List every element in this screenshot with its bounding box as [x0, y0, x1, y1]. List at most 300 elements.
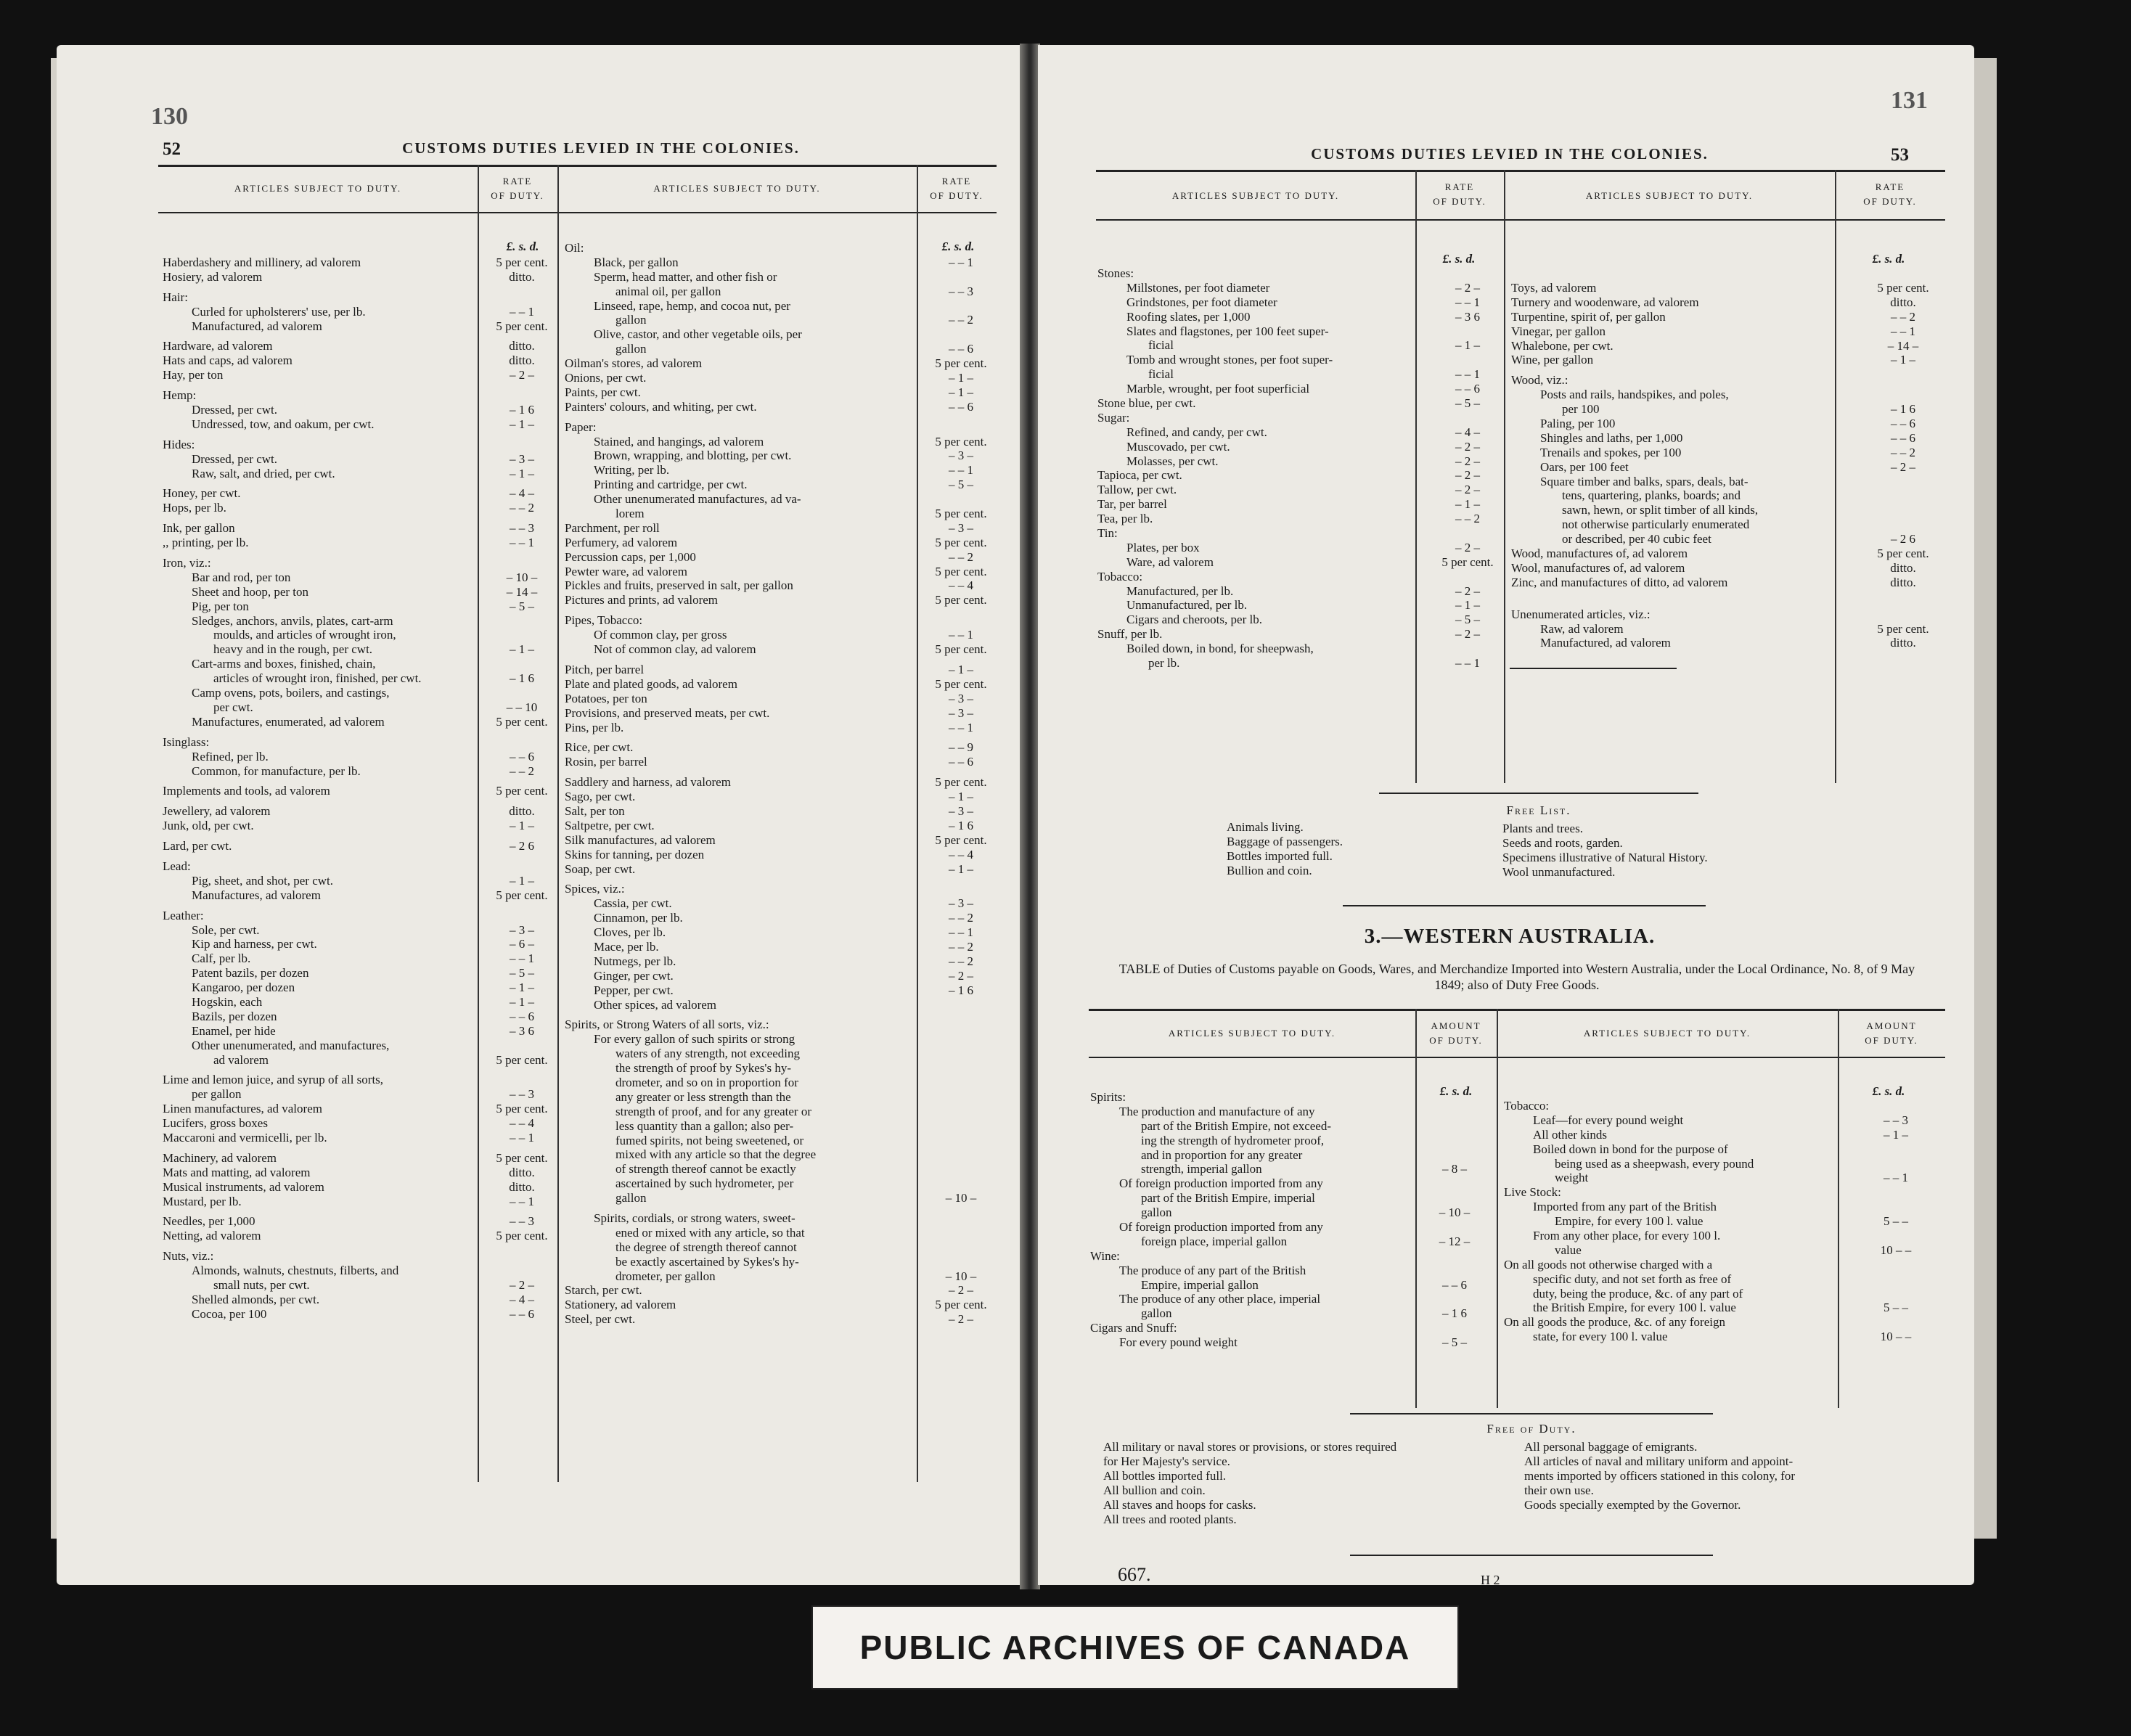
wa-divider-2 — [1497, 1009, 1498, 1408]
duty-row — [163, 521, 558, 536]
row-spacer — [1511, 590, 1939, 596]
article-text: Posts and rails, handspikes, and poles, — [1540, 388, 1729, 402]
list-line: ments imported by officers stationed in this colony, for — [1524, 1469, 1795, 1483]
duty-row — [163, 388, 558, 403]
duty-rate: – – 2 — [949, 954, 973, 968]
duty-rate: – – 1 — [1891, 324, 1915, 338]
article-text: Kangaroo, per dozen — [192, 980, 295, 995]
duty-row — [1090, 1148, 1491, 1163]
duty-row — [163, 614, 558, 629]
duty-row — [163, 467, 558, 481]
article-text: being used as a sheepwash, every pound — [1555, 1156, 1754, 1171]
article-text: Tomb and wrought stones, per foot super- — [1126, 353, 1333, 367]
duty-rate: 5 per cent. — [935, 832, 987, 847]
duty-row — [1511, 373, 1939, 388]
article-text: Spirits, or Strong Waters of all sorts, viz.: — [565, 1018, 769, 1032]
row-spacer — [1511, 367, 1939, 373]
article-text: Trenails and spokes, per 100 — [1540, 445, 1682, 459]
article-text: Onions, per cwt. — [565, 371, 647, 385]
row-spacer — [163, 853, 558, 859]
duty-row — [163, 1102, 558, 1116]
duty-rate — [925, 1240, 997, 1255]
article-text: Calf, per lb. — [192, 951, 251, 966]
duty-row — [1511, 636, 1939, 650]
duty-rate: – 3 – — [949, 449, 973, 463]
duty-rate — [925, 420, 997, 435]
article-text: Cassia, per cwt. — [594, 896, 672, 911]
duty-row — [565, 692, 997, 706]
duty-row — [1511, 310, 1939, 324]
duty-row — [1504, 1214, 1932, 1229]
article-text: Bar and rod, per ton — [192, 570, 291, 584]
duty-row — [163, 839, 558, 853]
article-text: Turpentine, spirit of, per gallon — [1511, 309, 1666, 324]
duty-rate — [925, 1032, 997, 1047]
duty-row — [565, 550, 997, 565]
duty-row — [565, 896, 997, 911]
list-line: All articles of naval and military uniform and appoint- — [1524, 1454, 1793, 1468]
duty-row — [565, 1076, 997, 1090]
duty-rate: – 2 – — [1455, 627, 1480, 642]
duty-row — [1511, 402, 1939, 417]
duty-rate: – 2 – — [1455, 584, 1480, 598]
article-text: Provisions, and preserved meats, per cwt. — [565, 705, 770, 720]
duty-rate: – 1 – — [510, 873, 534, 888]
duty-rate — [486, 614, 558, 629]
duty-row — [163, 1180, 558, 1195]
duty-row — [1097, 324, 1504, 339]
duty-rate: – 1 – — [510, 417, 534, 431]
duty-rate: – – 3 — [1883, 1113, 1908, 1127]
duty-rate — [486, 1264, 558, 1278]
duty-row — [163, 888, 558, 903]
article-text: Needles, per 1,000 — [163, 1214, 255, 1229]
article-text: Other spices, ad valorem — [594, 997, 716, 1012]
left-top-rule — [158, 165, 997, 167]
duty-rate: – 10 – — [1439, 1205, 1471, 1220]
duty-rate: – – 2 — [1891, 309, 1915, 324]
article-text: ing the strength of hydrometer proof, — [1141, 1133, 1325, 1147]
free-list-left — [1227, 820, 1459, 878]
article-text: Mustard, per lb. — [163, 1194, 242, 1208]
duty-row — [1511, 417, 1939, 431]
article-text: Saltpetre, per cwt. — [565, 818, 655, 832]
duty-rate: 5 per cent. — [935, 507, 987, 521]
duty-row — [565, 521, 997, 536]
duty-row — [163, 1010, 558, 1024]
duty-rate — [1867, 488, 1939, 503]
article-text: Pepper, per cwt. — [594, 983, 674, 997]
duty-rate — [1418, 1249, 1491, 1264]
duty-rate — [1418, 1090, 1491, 1105]
duty-rate: 5 per cent. — [1441, 554, 1494, 569]
duty-rate: – – 2 — [949, 549, 973, 564]
duty-row — [163, 556, 558, 570]
duty-row — [1504, 1229, 1932, 1243]
duty-row — [1097, 497, 1504, 512]
article-text: any greater or less strength than the — [615, 1089, 791, 1104]
duty-rate: – 2 – — [949, 1312, 973, 1327]
left-folio: 130 — [151, 103, 188, 130]
article-text: duty, being the produce, &c. of any part of — [1533, 1286, 1743, 1301]
duty-row — [1511, 431, 1939, 446]
duty-rate — [925, 327, 997, 342]
article-text: Manufactures, enumerated, ad valorem — [192, 714, 385, 729]
article-text: Plate and plated goods, ad valorem — [565, 676, 737, 691]
article-text: gallon — [615, 1191, 647, 1205]
duty-rate — [1418, 1176, 1491, 1191]
article-text: Maccaroni and vermicelli, per lb. — [163, 1130, 327, 1145]
article-text: Hemp: — [163, 388, 197, 403]
article-text: Imported from any part of the British — [1533, 1200, 1717, 1214]
row-spacer — [163, 1145, 558, 1151]
article-text: the degree of strength thereof cannot — [615, 1240, 797, 1254]
duty-rate: ditto. — [1890, 295, 1916, 309]
wa-col-head-amount-1: AMOUNT OF DUTY. — [1429, 1020, 1483, 1046]
duty-rate: 5 per cent. — [935, 434, 987, 449]
duty-rate — [1860, 1272, 1932, 1287]
article-text: Patent bazils, per dozen — [192, 966, 309, 980]
duty-rate: – 10 – — [945, 1269, 977, 1283]
left-col-head-article-1: ARTICLES SUBJECT TO DUTY. — [234, 183, 402, 194]
duty-row — [163, 1151, 558, 1166]
duty-row — [1504, 1243, 1932, 1258]
list-line: Wool unmanufactured. — [1502, 865, 1616, 879]
duty-rate: – 3 – — [510, 451, 534, 466]
article-text: From any other place, for every 100 l. — [1533, 1229, 1721, 1243]
duty-rate: – 2 – — [949, 1283, 973, 1298]
article-text: gallon — [615, 313, 647, 327]
free-list-title: Free List. — [1506, 803, 1571, 817]
article-text: Square timber and balks, spars, deals, bat- — [1540, 474, 1748, 488]
duty-row — [565, 911, 997, 925]
duty-rate: – – 1 — [1455, 656, 1480, 671]
duty-rate — [925, 1076, 997, 1090]
duty-row — [163, 951, 558, 966]
wa-col-head-article-1: ARTICLES SUBJECT TO DUTY. — [1168, 1028, 1336, 1039]
duty-row — [1097, 382, 1504, 396]
article-text: Hardware, ad valorem — [163, 339, 273, 353]
duty-row — [565, 255, 997, 270]
article-text: Salt, per ton — [565, 803, 625, 818]
duty-rate: – 10 – — [945, 1191, 977, 1205]
article-text: Black, per gallon — [594, 255, 679, 269]
article-text: Wood, manufactures of, ad valorem — [1511, 546, 1688, 561]
duty-row — [163, 700, 558, 715]
article-text: Parchment, per roll — [565, 520, 660, 535]
duty-row — [565, 882, 997, 896]
duty-rate: – 3 6 — [510, 1023, 534, 1038]
row-spacer — [565, 414, 997, 420]
row-spacer — [565, 607, 997, 613]
duty-row — [565, 356, 997, 371]
right-short-rule — [1510, 668, 1677, 669]
list-line: All trees and rooted plants. — [1103, 1512, 1237, 1526]
article-text: Tobacco: — [1097, 569, 1143, 584]
article-text: Soap, per cwt. — [565, 861, 636, 876]
duty-rate: 5 per cent. — [496, 255, 548, 269]
left-running-head: CUSTOMS DUTIES LEVIED IN THE COLONIES. — [402, 139, 800, 157]
article-text: Manufactured, ad valorem — [1540, 636, 1671, 650]
duty-row — [1504, 1330, 1932, 1344]
duty-row — [565, 1134, 997, 1148]
duty-rate: – – 1 — [510, 1130, 534, 1145]
wa-col-head-article-2: ARTICLES SUBJECT TO DUTY. — [1583, 1028, 1751, 1039]
duty-rate: – – 2 — [1455, 512, 1480, 526]
duty-row — [565, 804, 997, 819]
duty-row — [565, 1018, 997, 1032]
article-text: Potatoes, per ton — [565, 691, 647, 705]
duty-rate: – 2 – — [1455, 483, 1480, 497]
duty-rate — [1418, 1321, 1491, 1335]
left-head-rule — [158, 212, 997, 213]
book-gutter — [1020, 44, 1040, 1589]
duty-rate — [925, 1119, 997, 1134]
duty-row — [1504, 1287, 1932, 1301]
duty-row — [163, 585, 558, 599]
duty-row — [163, 1214, 558, 1229]
duty-row — [1097, 295, 1504, 310]
article-text: Hats and caps, ad valorem — [163, 353, 293, 368]
duty-row — [163, 859, 558, 874]
free-duty-rule — [1350, 1413, 1713, 1414]
article-text: of strength thereof cannot be exactly — [615, 1162, 796, 1176]
article-text: animal oil, per gallon — [615, 284, 721, 298]
row-spacer — [163, 382, 558, 388]
duty-rate: 10 – – — [1880, 1330, 1912, 1344]
duty-row — [1097, 555, 1504, 570]
article-text: Hogskin, each — [192, 994, 263, 1009]
article-text: Olive, castor, and other vegetable oils, per — [594, 327, 802, 342]
list-line: All bottles imported full. — [1103, 1469, 1227, 1483]
article-text: Unmanufactured, per lb. — [1126, 598, 1248, 613]
duty-row — [565, 270, 997, 284]
duty-rate: – – 4 — [949, 578, 973, 593]
right-currency-1: £. s. d. — [1442, 252, 1476, 266]
duty-rate — [1860, 1258, 1932, 1272]
article-text: Brown, wrapping, and blotting, per cwt. — [594, 449, 792, 463]
duty-row — [1511, 324, 1939, 339]
article-text: Roofing slates, per 1,000 — [1126, 309, 1251, 324]
duty-row — [1511, 295, 1939, 310]
duty-rate: ditto. — [1890, 560, 1916, 575]
duty-rate: – – 2 — [510, 763, 534, 778]
article-text: Sheet and hoop, per ton — [192, 584, 308, 599]
right-head-rule — [1096, 219, 1945, 221]
duty-rate: 5 per cent. — [496, 1052, 548, 1067]
row-spacer — [565, 876, 997, 882]
article-text: not otherwise particularly enumerated — [1562, 517, 1750, 532]
article-text: On all goods not otherwise charged with a — [1504, 1257, 1713, 1272]
row-spacer — [565, 657, 997, 663]
article-text: the British Empire, for every 100 l. value — [1533, 1301, 1736, 1315]
article-text: Perfumery, ad valorem — [565, 535, 678, 549]
duty-rate — [1860, 1200, 1932, 1214]
duty-row — [163, 417, 558, 432]
article-text: Zinc, and manufactures of ditto, ad valorem — [1511, 575, 1728, 589]
duty-row — [565, 449, 997, 463]
duty-row — [163, 536, 558, 550]
article-text: value — [1555, 1242, 1582, 1257]
article-text: Manufactures, ad valorem — [192, 888, 321, 902]
duty-rate: ditto. — [509, 269, 535, 284]
article-text: Netting, ad valorem — [163, 1229, 261, 1243]
duty-row — [565, 721, 997, 735]
list-line: All military or naval stores or provisions, or stores required — [1103, 1440, 1397, 1454]
duty-rate: – 2 – — [1455, 454, 1480, 468]
duty-row — [1504, 1099, 1932, 1113]
duty-row — [1511, 353, 1939, 367]
article-text: Honey, per cwt. — [163, 486, 241, 501]
duty-rate: – – 1 — [949, 255, 973, 269]
article-text: Camp ovens, pots, boilers, and castings, — [192, 686, 390, 700]
duty-rate: – 1 – — [1455, 598, 1480, 613]
duty-rate: 5 per cent. — [935, 356, 987, 371]
duty-rate: – 8 – — [1442, 1162, 1467, 1176]
article-text: Cinnamon, per lb. — [594, 911, 683, 925]
article-text: small nuts, per cwt. — [213, 1278, 310, 1292]
article-text: ascertained by such hydrometer, per — [615, 1176, 794, 1191]
duty-rate: – 4 – — [1455, 425, 1480, 439]
duty-row — [565, 385, 997, 400]
duty-row — [565, 1298, 997, 1312]
duty-row — [163, 909, 558, 923]
article-text: foreign place, imperial gallon — [1141, 1234, 1288, 1248]
duty-rate: – – 2 — [1891, 445, 1915, 459]
duty-rate — [925, 1147, 997, 1162]
duty-row — [163, 671, 558, 686]
duty-row — [163, 486, 558, 501]
article-text: Unenumerated articles, viz.: — [1511, 607, 1651, 621]
article-text: Sago, per cwt. — [565, 790, 636, 804]
duty-row — [1097, 367, 1504, 382]
article-text: Bazils, per dozen — [192, 1009, 277, 1023]
duty-rate: – – 1 — [949, 628, 973, 642]
duty-rate — [1418, 1148, 1491, 1163]
list-line: for Her Majesty's service. — [1103, 1454, 1230, 1468]
duty-row — [1511, 607, 1939, 622]
article-text: Shingles and laths, per 1,000 — [1540, 430, 1683, 445]
duty-row — [1511, 561, 1939, 576]
article-text: strength of proof, and for any greater or — [615, 1104, 812, 1118]
duty-rate — [486, 290, 558, 305]
duty-row — [163, 438, 558, 452]
free-list-right — [1502, 822, 1822, 880]
article-text: less quantity than a gallon; also per- — [615, 1118, 794, 1133]
right-running-head: CUSTOMS DUTIES LEVIED IN THE COLONIES. — [1311, 145, 1709, 163]
duty-row — [163, 270, 558, 284]
article-text: Empire, for every 100 l. value — [1555, 1214, 1703, 1229]
duty-rate: – – 6 — [1442, 1277, 1467, 1292]
article-text: Tea, per lb. — [1097, 512, 1153, 526]
duty-rate: – 5 – — [1442, 1335, 1467, 1350]
duty-row — [565, 1312, 997, 1327]
duty-row — [1097, 512, 1504, 526]
duty-row — [163, 1116, 558, 1131]
article-text: Sperm, head matter, and other fish or — [594, 269, 777, 284]
article-text: Spices, viz.: — [565, 882, 625, 896]
article-text: part of the British Empire, not exceed- — [1141, 1118, 1331, 1133]
duty-row — [565, 1105, 997, 1119]
duty-row — [163, 980, 558, 995]
duty-rate: – 4 – — [510, 486, 534, 501]
article-text: Wine, per gallon — [1511, 353, 1594, 367]
article-text: ad valorem — [213, 1052, 269, 1067]
duty-rate: – – 4 — [510, 1116, 534, 1131]
duty-row — [1511, 517, 1939, 532]
duty-row — [1504, 1113, 1932, 1128]
duty-row — [1090, 1292, 1491, 1306]
row-spacer — [163, 333, 558, 339]
duty-rate: – 1 – — [510, 466, 534, 480]
article-text: Of foreign production imported from any — [1119, 1176, 1323, 1191]
duty-rate: – 10 – — [506, 570, 538, 584]
left-col-head-rate-1: RATE OF DUTY. — [491, 176, 544, 201]
duty-rate — [486, 388, 558, 403]
article-text: Stone blue, per cwt. — [1097, 396, 1196, 411]
duty-rate: – 1 – — [949, 662, 973, 676]
left-currency-2: £. s. d. — [941, 239, 975, 253]
duty-rate: 5 per cent. — [935, 642, 987, 657]
duty-row — [163, 937, 558, 951]
right-top-rule — [1096, 170, 1945, 172]
duty-row — [1504, 1142, 1932, 1157]
article-text: All other kinds — [1533, 1127, 1607, 1142]
article-text: Paling, per 100 — [1540, 417, 1616, 431]
duty-row — [1097, 454, 1504, 469]
left-col-head-rate-2: RATE OF DUTY. — [930, 176, 983, 201]
duty-rate — [486, 686, 558, 700]
article-text: Junk, old, per cwt. — [163, 819, 254, 833]
duty-row — [163, 305, 558, 319]
duty-row — [565, 578, 997, 593]
article-text: Mats and matting, ad valorem — [163, 1165, 311, 1179]
left-page-number: 52 — [163, 139, 181, 159]
duty-row — [163, 368, 558, 382]
article-text: The produce of any other place, imperial — [1119, 1292, 1321, 1306]
article-text: Manufactured, ad valorem — [192, 319, 322, 333]
article-text: Paper: — [565, 419, 597, 434]
article-text: specific duty, and not set forth as free of — [1533, 1272, 1732, 1286]
duty-row — [565, 463, 997, 478]
footer-rule — [1350, 1555, 1713, 1556]
article-text: Haberdashery and millinery, ad valorem — [163, 255, 361, 269]
duty-row — [565, 862, 997, 877]
row-spacer — [163, 729, 558, 735]
article-text: Millstones, per foot diameter — [1126, 280, 1270, 295]
duty-row — [565, 998, 997, 1012]
article-text: For every pound weight — [1119, 1335, 1238, 1350]
article-text: Hides: — [163, 437, 195, 451]
duty-rate — [925, 613, 997, 628]
duty-row — [565, 613, 997, 628]
article-text: Pictures and prints, ad valorem — [565, 593, 719, 607]
article-text: Linseed, rape, hemp, and cocoa nut, per — [594, 298, 790, 313]
duty-row — [1097, 541, 1504, 555]
duty-rate: – 2 – — [510, 368, 534, 382]
duty-rate: – – 2 — [949, 939, 973, 954]
footer-number: 667. — [1118, 1564, 1151, 1585]
duty-rate: – – 9 — [949, 740, 973, 755]
duty-row — [1090, 1335, 1491, 1350]
duty-row — [565, 775, 997, 790]
duty-row — [565, 284, 997, 299]
duty-rate: – – 1 — [510, 304, 534, 319]
row-spacer — [565, 734, 997, 740]
article-text: per gallon — [192, 1087, 242, 1102]
right-page — [1038, 45, 1974, 1585]
duty-rate — [1431, 526, 1504, 541]
